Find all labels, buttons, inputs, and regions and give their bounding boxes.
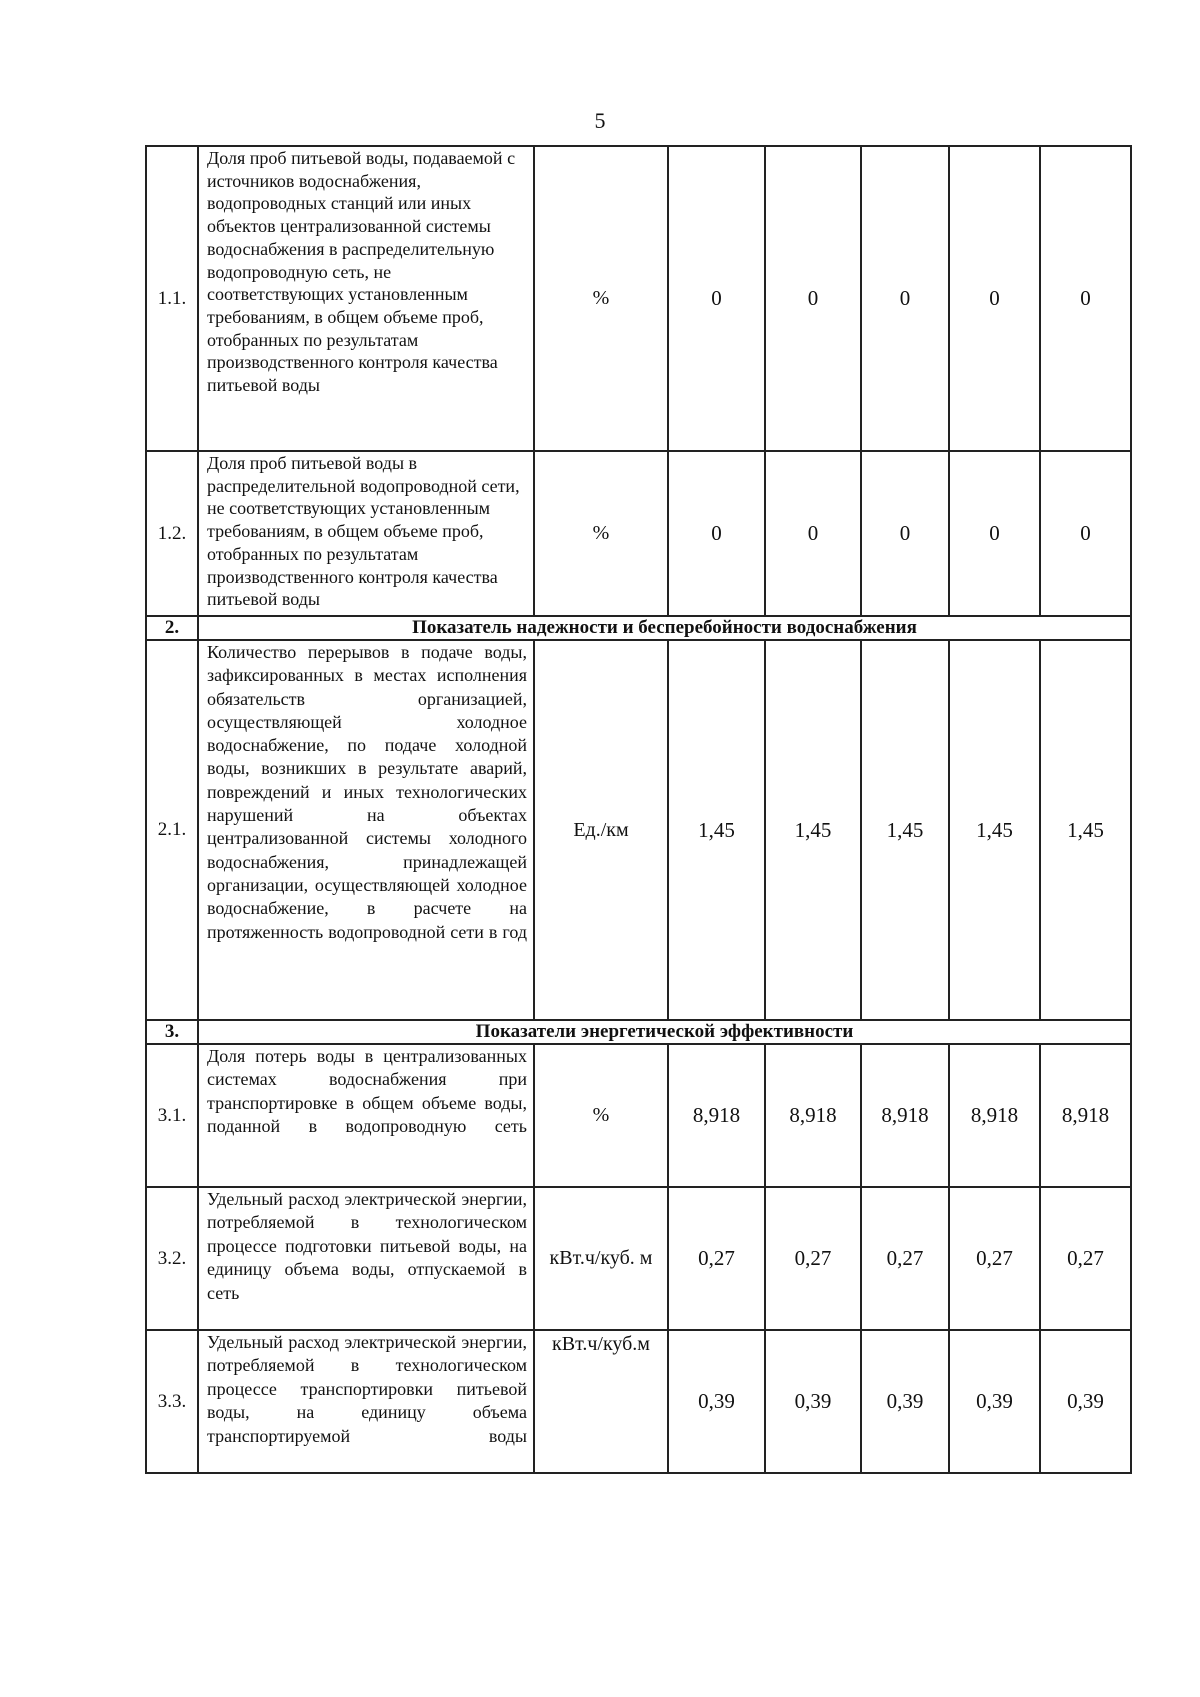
row-number: 3.3. xyxy=(146,1330,198,1473)
table-row-1-2 xyxy=(146,451,1131,616)
row-number: 1.2. xyxy=(146,451,198,616)
indicator-name: Удельный расход электрической энергии, потребляемой в технологическом процессе транспортировки питьевой воды, на единицу объема транспортируемой воды xyxy=(198,1330,534,1473)
section-row-3 xyxy=(146,1020,1131,1044)
value-cell: 8,918 xyxy=(861,1044,949,1187)
table-row-3-2 xyxy=(146,1187,1131,1330)
value-cell: 0,39 xyxy=(861,1330,949,1473)
unit-cell: % xyxy=(534,146,668,451)
value-cell: 0 xyxy=(861,146,949,451)
unit-cell: Ед./км xyxy=(534,640,668,1020)
section-title: Показатели энергетической эффективности xyxy=(198,1020,1131,1044)
indicator-name: Доля проб питьевой воды, подаваемой с источников водоснабжения, водопроводных станций или иных объектов централизованной системы водоснабжения в распределительную водопроводную сеть, не соответствующих установленным требованиям, в общем объеме проб, отобранных по результатам производственного контроля качества питьевой воды xyxy=(198,146,534,451)
indicator-name: Доля потерь воды в централизованных системах водоснабжения при транспортировке в общем объеме воды, поданной в водопроводную сеть xyxy=(198,1044,534,1187)
value-cell: 1,45 xyxy=(765,640,861,1020)
section-title: Показатель надежности и бесперебойности водоснабжения xyxy=(198,616,1131,640)
row-number: 3.2. xyxy=(146,1187,198,1330)
value-cell: 0 xyxy=(1040,146,1131,451)
value-cell: 0 xyxy=(765,451,861,616)
row-number: 3.1. xyxy=(146,1044,198,1187)
value-cell: 0 xyxy=(668,146,765,451)
table-row-3-1 xyxy=(146,1044,1131,1187)
table-row-3-3 xyxy=(146,1330,1131,1473)
value-cell: 1,45 xyxy=(861,640,949,1020)
indicator-name: Доля проб питьевой воды в распределительной водопроводной сети, не соответствующих установленным требованиям, в общем объеме проб, отобранных по результатам производственного контроля качества питьевой воды xyxy=(198,451,534,616)
value-cell: 0,27 xyxy=(949,1187,1040,1330)
value-cell: 0 xyxy=(668,451,765,616)
page-number: 5 xyxy=(594,108,606,133)
value-cell: 8,918 xyxy=(765,1044,861,1187)
section-number: 2. xyxy=(146,616,198,640)
value-cell: 0,27 xyxy=(668,1187,765,1330)
value-cell: 0,39 xyxy=(949,1330,1040,1473)
value-cell: 0 xyxy=(949,451,1040,616)
value-cell: 1,45 xyxy=(1040,640,1131,1020)
value-cell: 0 xyxy=(861,451,949,616)
value-cell: 0 xyxy=(1040,451,1131,616)
unit-cell: % xyxy=(534,1044,668,1187)
section-number: 3. xyxy=(146,1020,198,1044)
value-cell: 0,27 xyxy=(765,1187,861,1330)
value-cell: 0,27 xyxy=(1040,1187,1131,1330)
value-cell: 8,918 xyxy=(1040,1044,1131,1187)
unit-cell: кВт.ч/куб.м xyxy=(534,1330,668,1473)
unit-cell: кВт.ч/куб. м xyxy=(534,1187,668,1330)
value-cell: 1,45 xyxy=(668,640,765,1020)
value-cell: 1,45 xyxy=(949,640,1040,1020)
indicator-name: Удельный расход электрической энергии, потребляемой в технологическом процессе подготовки питьевой воды, на единицу объема воды, отпускаемой в сеть xyxy=(198,1187,534,1330)
value-cell: 0,39 xyxy=(1040,1330,1131,1473)
value-cell: 0 xyxy=(765,146,861,451)
value-cell: 8,918 xyxy=(949,1044,1040,1187)
table-row-1-1 xyxy=(146,146,1131,451)
value-cell: 0 xyxy=(949,146,1040,451)
value-cell: 0,39 xyxy=(765,1330,861,1473)
indicator-name: Количество перерывов в подаче воды, зафиксированных в местах исполнения обязательств организацией, осуществляющей холодное водоснабжение, по подаче холодной воды, возникших в результате аварий, повреждений и иных технологических нарушений на объектах централизованной системы холодного водоснабжения, принадлежащей организации, осуществляющей холодное водоснабжение, в расчете на протяженность водопроводной сети в год xyxy=(198,640,534,1020)
table-row-2-1 xyxy=(146,640,1131,1020)
row-number: 2.1. xyxy=(146,640,198,1020)
section-row-2 xyxy=(146,616,1131,640)
value-cell: 0,39 xyxy=(668,1330,765,1473)
value-cell: 8,918 xyxy=(668,1044,765,1187)
row-number: 1.1. xyxy=(146,146,198,451)
indicators-table xyxy=(145,145,1132,1474)
unit-cell: % xyxy=(534,451,668,616)
value-cell: 0,27 xyxy=(861,1187,949,1330)
